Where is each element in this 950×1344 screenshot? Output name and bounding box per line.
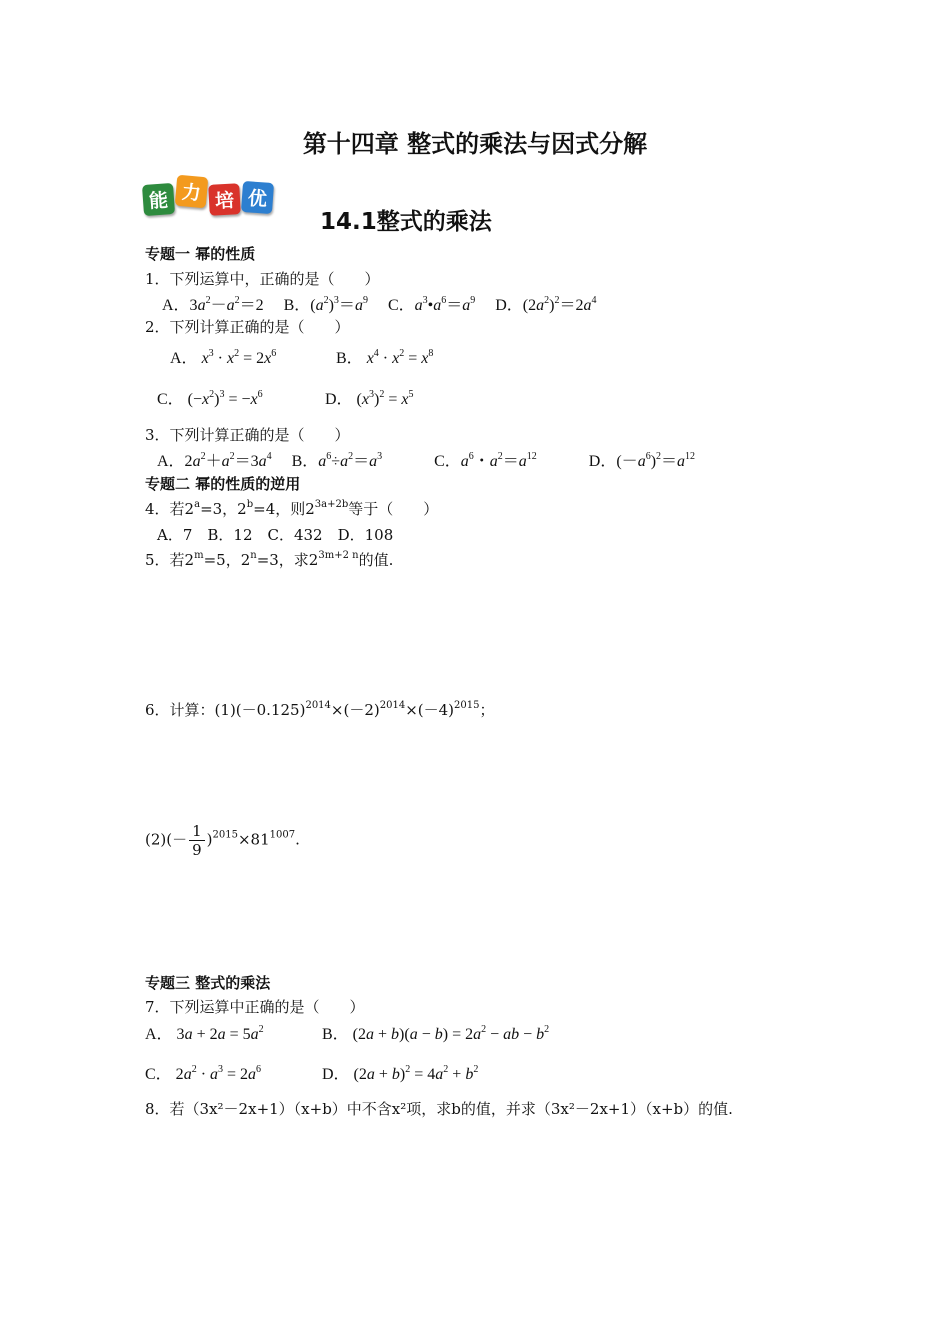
question-7-option-a: A． $3a + 2a = 5a^2$ [145, 1024, 264, 1043]
topic-heading-1: 专题一 幂的性质 [145, 245, 256, 263]
question-2-option-d: D． $(x^3)^2 = x^5$ [325, 389, 414, 408]
question-2: 2．下列计算正确的是（ ） [145, 318, 350, 336]
question-6: 6．计算：$(1)(-0.125)^{2014}\times(-2)^{2014}\times(-4)^{2015}$； [145, 700, 495, 719]
question-7: 7．下列运算中正确的是（ ） [145, 998, 365, 1016]
question-7-option-d: D． $(2a + b)^2 = 4a^2 + b^2$ [322, 1064, 479, 1083]
section-title: 14.1整式的乘法 [320, 209, 492, 235]
question-1: 1．下列运算中，正确的是（ ） [145, 270, 380, 288]
topic-heading-2: 专题二 幂的性质的逆用 [145, 475, 301, 493]
chapter-title: 第十四章 整式的乘法与因式分解 [302, 130, 648, 158]
question-4: 4．若$2^a=3$，$2^b=4$，则$2^{3a+2b}$等于（ ） [145, 499, 439, 518]
badge-tile-4: 优 [241, 181, 274, 214]
question-3: 3．下列计算正确的是（ ） [145, 426, 350, 444]
question-7-option-b: B． $(2a + b)(a - b) = 2a^2$ − ab − $b^2$ [322, 1024, 550, 1043]
question-8: 8．若（3x²－2x+1）（x+b）中不含x²项，求b的值，并求（3x²－2x+1）（x+b）的值. [145, 1100, 733, 1118]
question-3-options: A．$2a^2+a^2=3a^4$ B．$a^6\div a^2=a^3$ C．$a^6$・$a^2=a^{12}$ D．$(-a^6)^2=a^{12}$ [157, 451, 696, 470]
fraction-one-ninth: $\frac{1}{9}$ [189, 822, 205, 859]
question-5: 5．若$2^m=5$，$2^n=3$，求$2^{3m+2 n}$的值. [145, 550, 394, 569]
badge-tile-3: 培 [208, 183, 241, 216]
question-2-option-a: A． $x^3 \cdot x^2 = 2x^6$ [170, 348, 277, 367]
badge-tile-1: 能 [142, 183, 175, 216]
question-4-options: A．7 B．12 C．432 D．108 [157, 526, 394, 544]
question-2-option-b: B． $x^4 \cdot x^2 = x^8$ [336, 348, 434, 367]
question-7-option-c: C． $2a^2 \cdot a^3 = 2a^6$ [145, 1064, 262, 1083]
ability-badge-logo [143, 172, 275, 220]
question-1-options: A．$3a^2-a^2=2$ B．$(a^2)^3=a^9$ C．$a^3•a^6=a^9$ D．$(2a^2)^2=2a^4$ [162, 295, 597, 314]
badge-tile-2: 力 [175, 175, 209, 209]
question-2-option-c: C． $(-x^2)^3 = -x^6$ [157, 389, 263, 408]
question-6-part-2: (2)(－ $\frac{1}{9}$ )$^{2015}\times 81^{1007}$. [145, 822, 300, 859]
topic-heading-3: 专题三 整式的乘法 [145, 974, 271, 992]
